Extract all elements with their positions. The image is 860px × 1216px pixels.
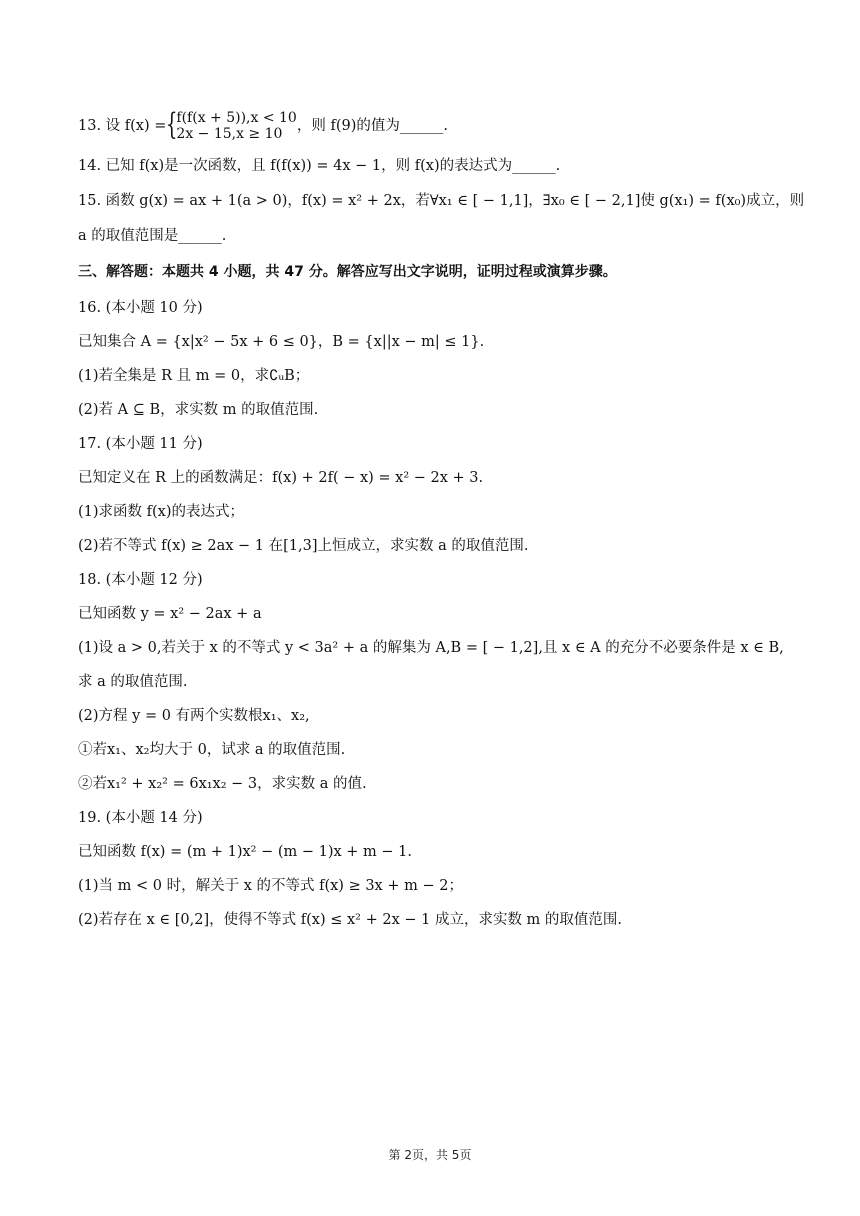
q13-piecewise-function <box>166 107 297 142</box>
q16-stem: 已知集合 A = {x|x² − 5x + 6 ≤ 0}，B = {x||x − m| ≤ 1}. <box>78 334 485 350</box>
q18-header: 18. (本小题 12 分) <box>78 572 203 588</box>
q19-part-2: (2)若存在 x ∈ [0,2]，使得不等式 f(x) ≤ x² + 2x − 1 成立，求实数 m 的取值范围. <box>78 912 623 928</box>
q18-part-1-line-1: (1)设 a > 0,若关于 x 的不等式 y < 3a² + a 的解集为 A,B = [ − 1,2],且 x ∈ A 的充分不必要条件是 x ∈ B, <box>78 640 784 656</box>
q17-header: 17. (本小题 11 分) <box>78 436 203 452</box>
q16-part-1: (1)若全集是 R 且 m = 0，求∁ᵤB； <box>78 368 310 384</box>
q18-part-2: (2)方程 y = 0 有两个实数根x₁、x₂, <box>78 708 310 724</box>
q19-header: 19. (本小题 14 分) <box>78 810 203 826</box>
q13-case-1: f(f(x + 5)),x < 10 <box>176 110 297 126</box>
q16-part-2: (2)若 A ⊆ B，求实数 m 的取值范围. <box>78 402 319 418</box>
q13-case-2: 2x − 15,x ≥ 10 <box>176 126 283 142</box>
section-3-heading: 三、解答题：本题共 4 小题，共 47 分。解答应写出文字说明，证明过程或演算步骤。 <box>78 264 617 280</box>
page-footer: 第 2页，共 5页 <box>388 1148 472 1162</box>
q16-header: 16. (本小题 10 分) <box>78 300 203 316</box>
question-15-line-1: 15. 函数 g(x) = ax + 1(a > 0)，f(x) = x² + 2x，若∀x₁ ∈ [ − 1,1]，∃x₀ ∈ [ − 2,1]使 g(x₁) = f(x₀)成立，则 <box>78 193 805 209</box>
q17-part-2: (2)若不等式 f(x) ≥ 2ax − 1 在[1,3]上恒成立，求实数 a 的取值范围. <box>78 538 529 554</box>
question-14: 14. 已知 f(x)是一次函数，且 f(f(x)) = 4x − 1，则 f(x)的表达式为______. <box>78 158 561 174</box>
question-13 <box>78 107 820 142</box>
q19-stem: 已知函数 f(x) = (m + 1)x² − (m − 1)x + m − 1. <box>78 844 413 860</box>
q18-stem: 已知函数 y = x² − 2ax + a <box>78 606 262 622</box>
q18-part-1-line-2: 求 a 的取值范围. <box>78 674 188 690</box>
q13-prefix: 13. 设 f(x) = <box>78 118 167 134</box>
q17-stem: 已知定义在 R 上的函数满足：f(x) + 2f( − x) = x² − 2x + 3. <box>78 470 484 486</box>
q17-part-1: (1)求函数 f(x)的表达式； <box>78 504 245 520</box>
q18-part-2-i: ①若x₁、x₂均大于 0，试求 a 的取值范围. <box>78 742 346 758</box>
q13-suffix: ，则 f(9)的值为______. <box>296 118 448 134</box>
q19-part-1: (1)当 m < 0 时，解关于 x 的不等式 f(x) ≥ 3x + m − 2； <box>78 878 463 894</box>
brace-icon: { <box>166 107 178 142</box>
question-15-line-2: a 的取值范围是______. <box>78 228 227 244</box>
q18-part-2-ii: ②若x₁² + x₂² = 6x₁x₂ − 3，求实数 a 的值. <box>78 776 367 792</box>
